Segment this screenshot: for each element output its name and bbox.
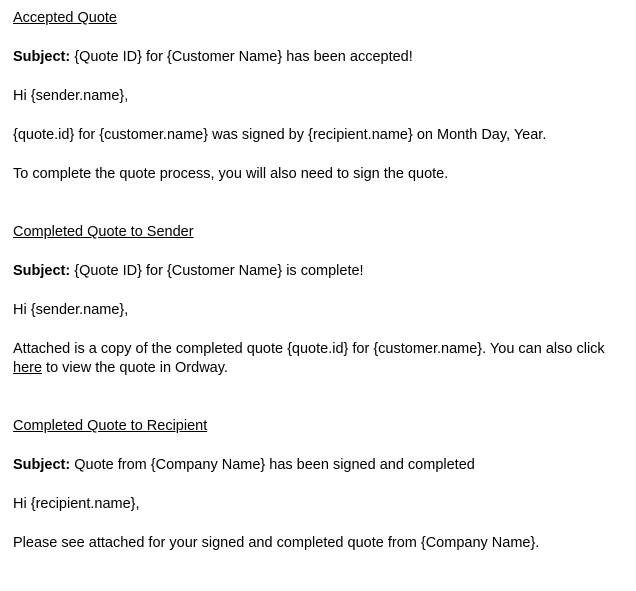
section-completed-quote-recipient [13,417,623,553]
greeting: Hi {sender.name}, [13,88,129,104]
greeting: Hi {recipient.name}, [13,496,140,512]
subject-line [13,456,623,475]
subject-text: {Quote ID} for {Customer Name} is complete! [70,263,364,279]
section-title: Accepted Quote [13,10,117,26]
view-quote-link[interactable]: here [13,360,43,376]
subject-line [13,262,623,281]
body-text: Attached is a copy of the completed quote {quote.id} for {customer.name}. You can also click [13,341,605,357]
section-title: Completed Quote to Recipient [13,418,208,434]
section-completed-quote-sender [13,223,623,378]
subject-label: Subject: [13,49,71,65]
section-accepted-quote [13,9,623,184]
document-body [13,9,623,553]
subject-text: {Quote ID} for {Customer Name} has been accepted! [70,49,413,65]
subject-label: Subject: [13,263,71,279]
subject-line [13,48,623,67]
body-paragraph: Please see attached for your signed and completed quote from {Company Name}. [13,535,540,551]
body-paragraph: {quote.id} for {customer.name} was signed by {recipient.name} on Month Day, Year. [13,127,547,143]
section-title: Completed Quote to Sender [13,224,194,240]
subject-text: Quote from {Company Name} has been signed and completed [70,457,475,473]
body-paragraph [13,340,623,378]
subject-label: Subject: [13,457,71,473]
body-paragraph: To complete the quote process, you will also need to sign the quote. [13,166,449,182]
body-text: to view the quote in Ordway. [42,360,228,376]
greeting: Hi {sender.name}, [13,302,129,318]
